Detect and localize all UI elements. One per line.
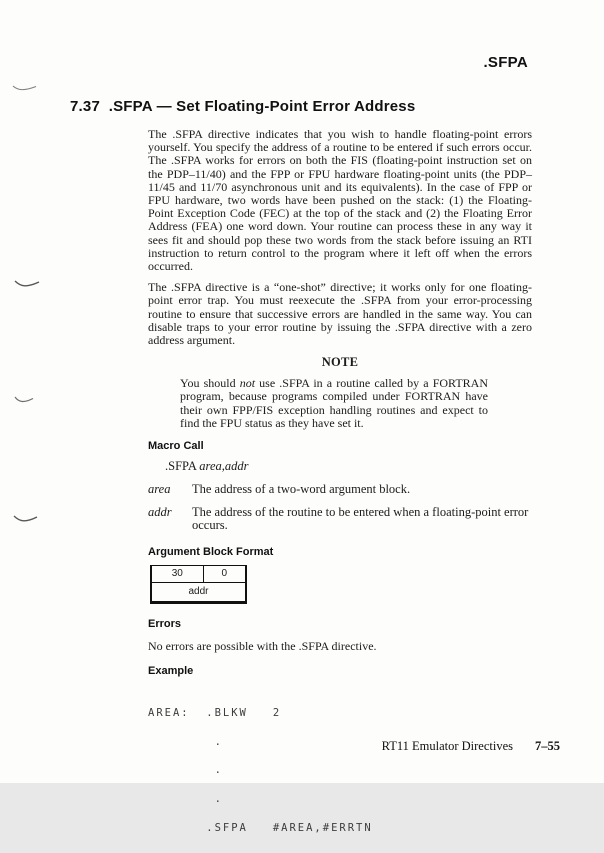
- errors-text: No errors are possible with the .SFPA directive.: [148, 638, 377, 653]
- margin-mark-icon: [14, 394, 35, 405]
- code-line: .: [148, 793, 223, 806]
- example-heading: Example: [148, 664, 194, 677]
- margin-mark-icon: [14, 278, 41, 289]
- paragraph: The .SFPA directive indicates that you wish to handle floating-point errors yourself. You specify the address of a routine to be entered if such errors occur. The .SFPA works for errors on both the FIS (floating-point instruction set on the PDP–11/40) and the FPP or FPU hardware floating-point units (the PDP–11/45 and 11/70 asynchronous unit and its equivalents). In the case of FPP or FPU hardware, two words have been pushed on the stack: (1) the Floating-Point Exception Code (FEC) at the top of the stack and (2) the Floating Error Address (FEA) one word down. Your routine can process these in any way it sees fit and should pop these two words from the stack before issuing an RTI instruction to return control to the program where it left off when the errors occurred.: [148, 127, 532, 274]
- code-line: .SFPA #AREA,#ERRTN: [148, 821, 373, 834]
- argument-term: area: [148, 482, 171, 497]
- argument-block-diagram: [150, 565, 247, 604]
- note-heading: NOTE: [321, 355, 359, 370]
- page-footer: [70, 735, 560, 754]
- margin-mark-icon: [13, 513, 39, 524]
- argument-block-cell: 30: [152, 566, 204, 582]
- errors-heading: Errors: [148, 617, 182, 630]
- section-heading: 7.37 .SFPA — Set Floating-Point Error Address: [70, 98, 416, 115]
- argument-description: The address of the routine to be entered when a floating-point error occurs.: [192, 504, 529, 533]
- paragraph: The .SFPA directive is a “one-shot” directive; it works only for one floating-point error trap. You must reexecute the .SFPA from your error-processing routine to ensure that successive errors are handled in the same way. You can disable traps to your error routine by issuing the .SFPA directive with a zero address argument.: [148, 280, 532, 348]
- note-text-pre: You should: [180, 376, 240, 391]
- running-head: .SFPA: [483, 54, 528, 71]
- argument-block-cell: addr: [188, 585, 209, 597]
- macro-operands: area,addr: [199, 459, 249, 474]
- macro-call-heading: Macro Call: [148, 440, 204, 453]
- footer-title: RT11 Emulator Directives: [381, 739, 513, 753]
- argument-block-row: [152, 566, 245, 583]
- note-text: [180, 377, 488, 430]
- argument-block-cell: 0: [221, 567, 228, 579]
- argument-definition: [148, 506, 532, 533]
- argument-block-heading: Argument Block Format: [148, 545, 274, 558]
- argument-description: The address of a two-word argument block.: [192, 482, 411, 497]
- argument-definition: [148, 483, 532, 497]
- macro-call-syntax: [165, 459, 532, 474]
- code-line: AREA: .BLKW 2: [148, 706, 282, 719]
- argument-term: addr: [148, 504, 172, 519]
- code-line: .: [148, 764, 223, 777]
- note-text-post: use .SFPA in a routine called by a FORTRAN program, because programs compiled under FORTRAN have their own FPP/FIS exception handling routines and expect to find the FPU status as they have set it.: [180, 376, 488, 430]
- page-number: 7–55: [535, 739, 560, 753]
- example-code: [148, 690, 532, 853]
- code-line: .: [148, 735, 223, 748]
- margin-mark-icon: [12, 83, 38, 93]
- macro-directive: .SFPA: [165, 459, 200, 474]
- note-text-emphasis: not: [239, 376, 256, 391]
